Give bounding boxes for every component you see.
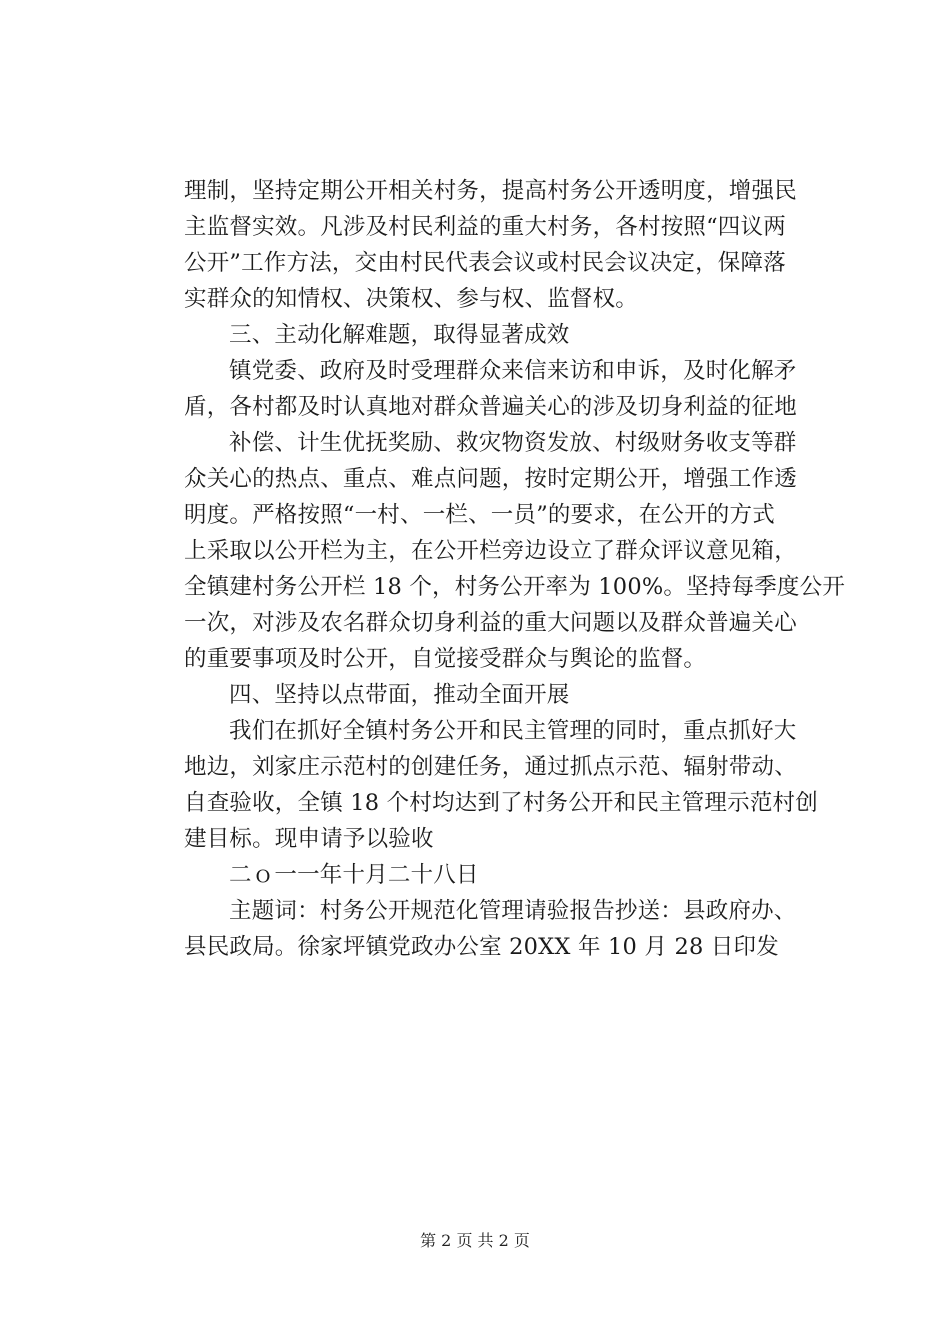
text-line: 的重要事项及时公开，自觉接受群众与舆论的监督。: [184, 646, 707, 672]
issuing-office-line: 县民政局。徐家坪镇党政办公室 20XX 年 10 月 28 日印发: [184, 934, 779, 960]
section-heading-3: 三、主动化解难题，取得显著成效: [229, 322, 570, 348]
text-line: 自查验收，全镇 18 个村均达到了村务公开和民主管理示范村创: [184, 790, 818, 816]
text-line: 主监督实效。凡涉及村民利益的重大村务，各村按照“四议两: [184, 214, 786, 240]
section-heading-4: 四、坚持以点带面，推动全面开展: [229, 682, 570, 708]
text-line: 全镇建村务公开栏 18 个，村务公开率为 100%。坚持每季度公开: [184, 574, 846, 600]
text-line: 明度。严格按照“一村、一栏、一员”的要求，在公开的方式: [184, 502, 775, 528]
text-line: 众关心的热点、重点、难点问题，按时定期公开，增强工作透: [184, 466, 797, 492]
page-footer: [0, 1230, 950, 1252]
text-line: 实群众的知情权、决策权、参与权、监督权。: [184, 286, 639, 312]
text-line: 一次，对涉及农名群众切身利益的重大问题以及群众普遍关心: [184, 610, 797, 636]
document-date: 二ｏ一一年十月二十八日: [229, 862, 479, 888]
document-body: [184, 173, 846, 965]
page-number: 第 2 页 共 2 页: [420, 1231, 530, 1250]
text-line: 理制，坚持定期公开相关村务，提高村务公开透明度，增强民: [184, 178, 797, 204]
paragraph-start: 补偿、计生优抚奖励、救灾物资发放、村级财务收支等群: [229, 430, 797, 456]
paragraph-start: 镇党委、政府及时受理群众来信来访和申诉，及时化解矛: [229, 358, 797, 384]
paragraph-start: 我们在抓好全镇村务公开和民主管理的同时，重点抓好大: [229, 718, 797, 744]
text-line: 上采取以公开栏为主，在公开栏旁边设立了群众评议意见箱，: [184, 538, 797, 564]
text-line: 地边，刘家庄示范村的创建任务，通过抓点示范、辐射带动、: [184, 754, 797, 780]
text-line: 建目标。现申请予以验收: [184, 826, 434, 852]
text-line: 盾，各村都及时认真地对群众普遍关心的涉及切身利益的征地: [184, 394, 797, 420]
text-line: 公开”工作方法，交由村民代表会议或村民会议决定，保障落: [184, 250, 786, 276]
subject-keywords: 主题词：村务公开规范化管理请验报告抄送：县政府办、: [229, 898, 797, 924]
